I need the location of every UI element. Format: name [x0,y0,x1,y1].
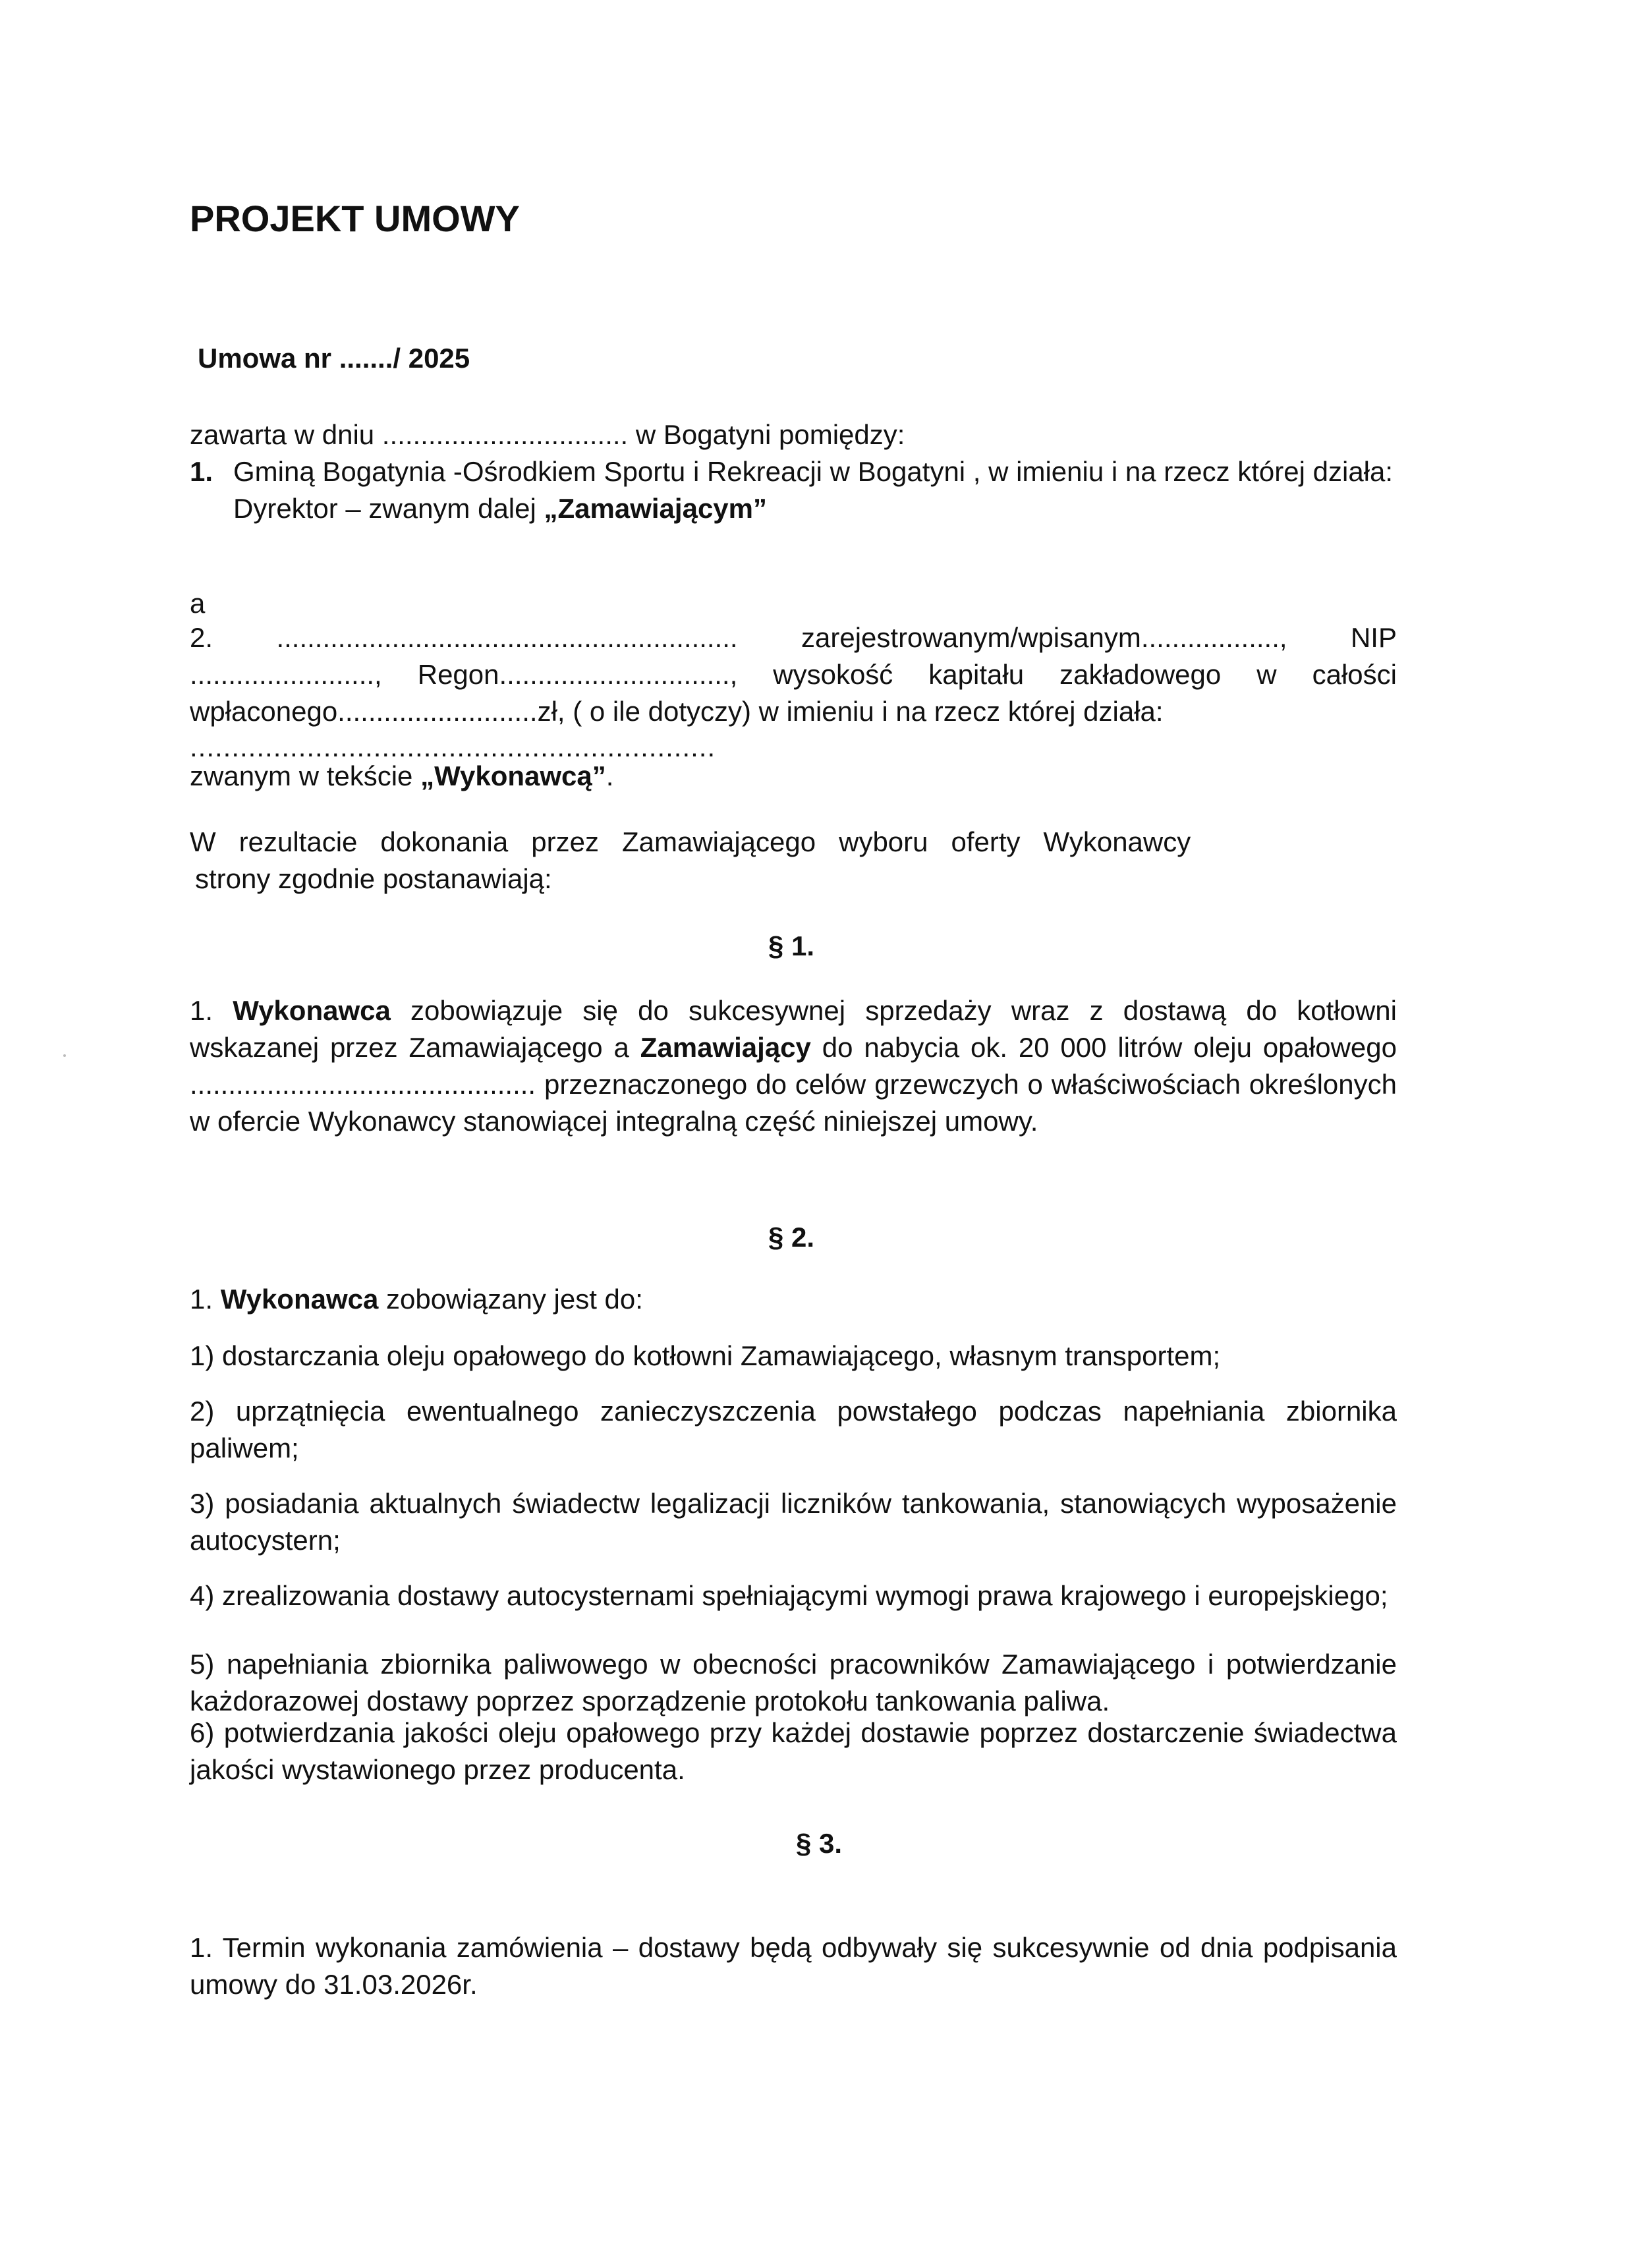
party-2-role: „Wykonawcą” [420,760,606,791]
s1-num: 1. [190,995,233,1026]
section-2-lead [190,1281,1397,1318]
party-1-text: Gminą Bogatynia -Ośrodkiem Sportu i Rekreacji w Bogatyni , w imieniu i na rzecz której działa: [233,456,1394,487]
s2-item-6: 6) potwierdzania jakości oleju opałowego przy każdej dostawie poprzez dostarczenie świadectwa jakości wystawionego przez producenta. [190,1717,1397,1785]
section-1-heading: § 1. [768,930,815,961]
party-1-role: „Zamawiającym” [544,493,768,524]
s1-text-2: do nabycia ok. 20 000 litrów oleju opałowego ............................................. przeznaczonego do celów grzewczych o właściwościach określonych w ofercie Wykonawcy stanowiącej integralną część niniejszej umowy. [190,1032,1397,1137]
s1-bold-2: Zamawiający [640,1032,811,1063]
section-3-paragraph: 1. Termin wykonania zamówienia – dostawy będą odbywały się sukcesywnie od dnia podpisania umowy do 31.03.2026r. [190,1932,1397,2000]
section-2-heading: § 2. [768,1222,815,1253]
intro-zawarta: zawarta w dniu ................................ w Bogatyni pomiędzy: [190,419,905,450]
result-line-1: W rezultacie dokonania przez Zamawiającego wyboru oferty Wykonawcy [190,826,1191,857]
s2-item-2: 2) uprzątnięcia ewentualnego zanieczyszczenia powstałego podczas napełniania zbiornika paliwem; [190,1396,1397,1463]
party-1-representative [190,490,1397,527]
section-3-heading: § 3. [796,1828,843,1859]
party-2-named [190,758,1397,795]
party-1 [190,453,1397,527]
party-1-rep-text: Dyrektor – zwanym dalej [233,493,544,524]
result-line-2: strony zgodnie postanawiają: [195,863,552,894]
s2-item-5: 5) napełniania zbiornika paliwowego w obecności pracowników Zamawiającego i potwierdzanie każdorazowej dostawy poprzez sporządzenie protokołu tankowania paliwa. [190,1649,1397,1716]
scan-speck [63,1054,66,1057]
s1-bold-1: Wykonawca [233,995,391,1026]
result-clause [190,824,1397,897]
s2-item-3: 3) posiadania aktualnych świadectw legalizacji liczników tankowania, stanowiących wyposażenie autocystern; [190,1488,1397,1556]
s2-item-1: 1) dostarczania oleju opałowego do kotłowni Zamawiającego, własnym transportem; [190,1340,1221,1371]
party-2-dotted-line: ............................................................... [190,731,716,762]
party-2-named-suffix: . [606,760,614,791]
party-1-number: 1. [190,456,213,487]
s2-lead-bold: Wykonawca [220,1284,379,1315]
s2-lead-num: 1. [190,1284,221,1315]
s1-text-1: zobowiązuje się do sukcesywnej sprzedaży wraz z dostawą do kotłowni wskazanej przez Zamawiającego a [190,995,1397,1063]
s2-item-4: 4) zrealizowania dostawy autocysternami spełniającymi wymogi prawa krajowego i europejskiego; [190,1580,1388,1611]
document-title: PROJEKT UMOWY [190,198,520,239]
section-1-paragraph [190,992,1397,1140]
party-2-text: 2. ............................................................ zarejestrowanym/wpisanym.................., NIP ........................, Regon.............................., wysokość kapitału zakładowego w całości wpłaconego..........................zł, ( o ile dotyczy) w imieniu i na rzecz której działa: [190,622,1397,727]
s2-lead-text: zobowiązany jest do: [378,1284,643,1315]
contract-number: Umowa nr ......./ 2025 [198,343,470,374]
conjunction-a: a [190,588,206,619]
party-2-named-text: zwanym w tekście [190,760,421,791]
